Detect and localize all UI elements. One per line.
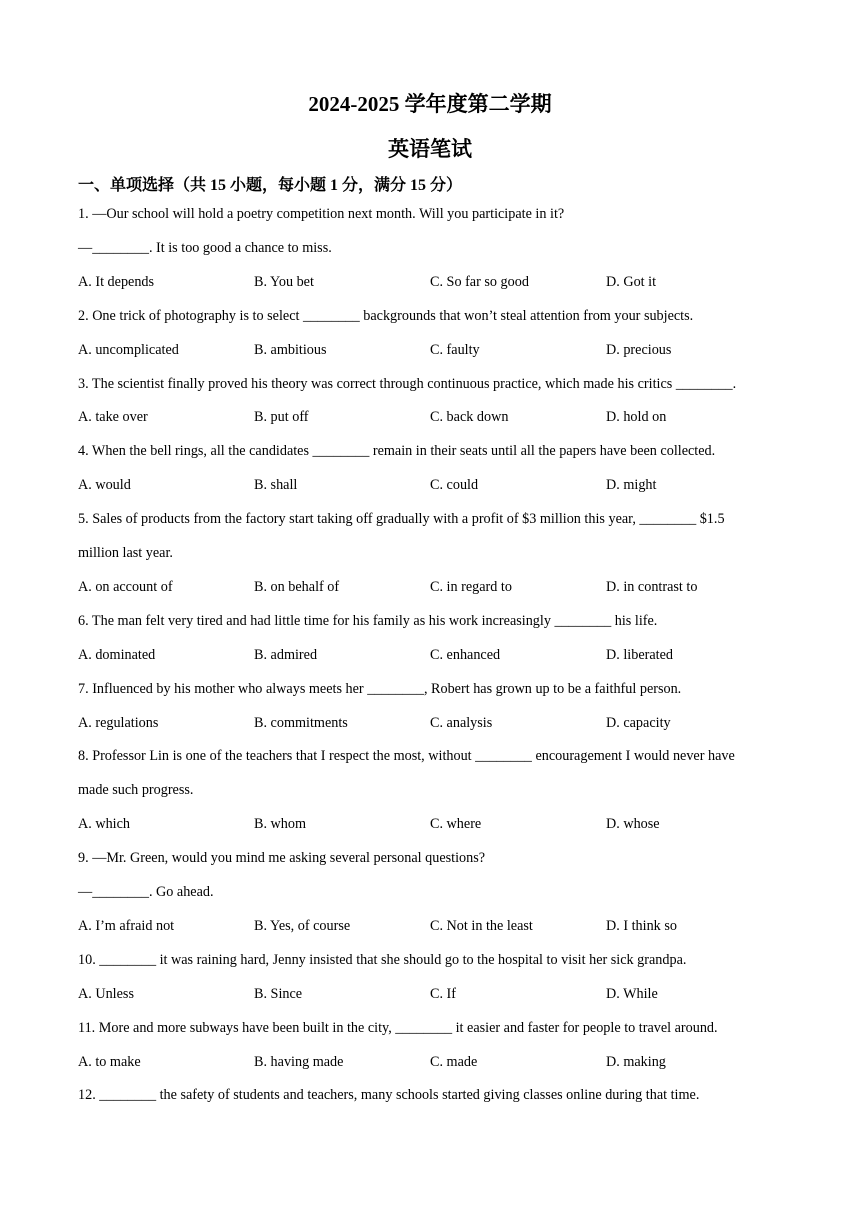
question-text: 7. Influenced by his mother who always meets her ________, Robert has grown up to be a faithful person. (78, 680, 682, 697)
answer-option: B. ambitious (254, 341, 327, 358)
answer-option: A. It depends (78, 273, 155, 290)
exam-subtitle: 英语笔试 (388, 137, 472, 161)
answer-option: B. commitments (254, 714, 348, 731)
answer-option: C. in regard to (430, 578, 512, 595)
answer-option: C. So far so good (430, 273, 529, 290)
exam-title: 2024-2025 学年度第二学期 (308, 92, 552, 116)
answer-option: C. made (430, 1053, 478, 1070)
answer-option: D. I think so (606, 917, 677, 934)
question-text: 5. Sales of products from the factory start taking off gradually with a profit of $3 million this year, ________ $1.5 (78, 511, 725, 528)
question-text: 3. The scientist finally proved his theory was correct through continuous practice, which made his critics ________. (78, 375, 737, 392)
answer-option: B. admired (254, 646, 318, 663)
question-text: —________. Go ahead. (78, 884, 214, 900)
answer-option: B. Yes, of course (254, 917, 351, 934)
answer-option: A. uncomplicated (78, 341, 179, 358)
question-text: 1. —Our school will hold a poetry competition next month. Will you participate in it? (78, 206, 565, 222)
answer-option: C. faulty (430, 341, 480, 358)
answer-option: B. You bet (254, 273, 314, 290)
answer-option: C. back down (430, 409, 509, 426)
answer-option: C. analysis (430, 714, 493, 731)
answer-option: B. having made (254, 1053, 344, 1070)
answer-option: D. hold on (606, 409, 667, 426)
question-text: 2. One trick of photography is to select ________ backgrounds that won’t steal attention from your subjects. (78, 307, 694, 324)
answer-option: A. take over (78, 409, 148, 426)
answer-option: A. which (78, 816, 131, 833)
answer-option: A. to make (78, 1053, 141, 1070)
answer-option: A. would (78, 477, 131, 494)
answer-option: B. Since (254, 985, 303, 1002)
answer-option: A. regulations (78, 714, 159, 731)
question-text: —________. It is too good a chance to miss. (78, 239, 332, 256)
answer-option: B. on behalf of (254, 578, 340, 595)
answer-option: D. Got it (606, 273, 657, 290)
question-text: 8. Professor Lin is one of the teachers that I respect the most, without ________ encouragement I would never have (78, 748, 735, 765)
answer-option: B. whom (254, 816, 307, 833)
answer-option: A. on account of (78, 578, 173, 595)
section-heading: 一、单项选择（共 15 小题，每小题 1 分，满分 15 分） (78, 177, 463, 194)
answer-option: D. capacity (606, 714, 671, 731)
answer-option: B. put off (254, 409, 309, 426)
question-text: 6. The man felt very tired and had little time for his family as his work increasingly ________ his life. (78, 612, 658, 629)
answer-option: C. enhanced (430, 646, 501, 663)
question-text: 4. When the bell rings, all the candidates ________ remain in their seats until all the papers have been collected. (78, 443, 716, 460)
answer-option: B. shall (254, 477, 298, 494)
question-text: 10. ________ it was raining hard, Jenny insisted that she should go to the hospital to visit her sick grandpa. (78, 951, 687, 968)
answer-option: D. whose (606, 816, 660, 833)
answer-option: D. precious (606, 341, 672, 358)
question-text: million last year. (78, 545, 173, 561)
answer-option: C. could (430, 477, 479, 494)
answer-option: D. might (606, 477, 657, 494)
answer-option: A. dominated (78, 646, 156, 663)
question-text: 12. ________ the safety of students and teachers, many schools started giving classes online during that time. (78, 1087, 700, 1104)
question-text: 11. More and more subways have been built in the city, ________ it easier and faster for people to travel around. (78, 1019, 718, 1036)
answer-option: C. If (430, 985, 457, 1002)
answer-option: A. I’m afraid not (78, 917, 175, 934)
answer-option: A. Unless (78, 985, 134, 1002)
answer-option: D. in contrast to (606, 578, 698, 595)
answer-option: D. While (606, 985, 658, 1002)
answer-option: C. where (430, 816, 482, 833)
question-text: 9. —Mr. Green, would you mind me asking several personal questions? (78, 850, 486, 867)
answer-option: C. Not in the least (430, 917, 533, 934)
answer-option: D. liberated (606, 646, 673, 663)
question-text: made such progress. (78, 782, 194, 799)
answer-option: D. making (606, 1053, 666, 1070)
